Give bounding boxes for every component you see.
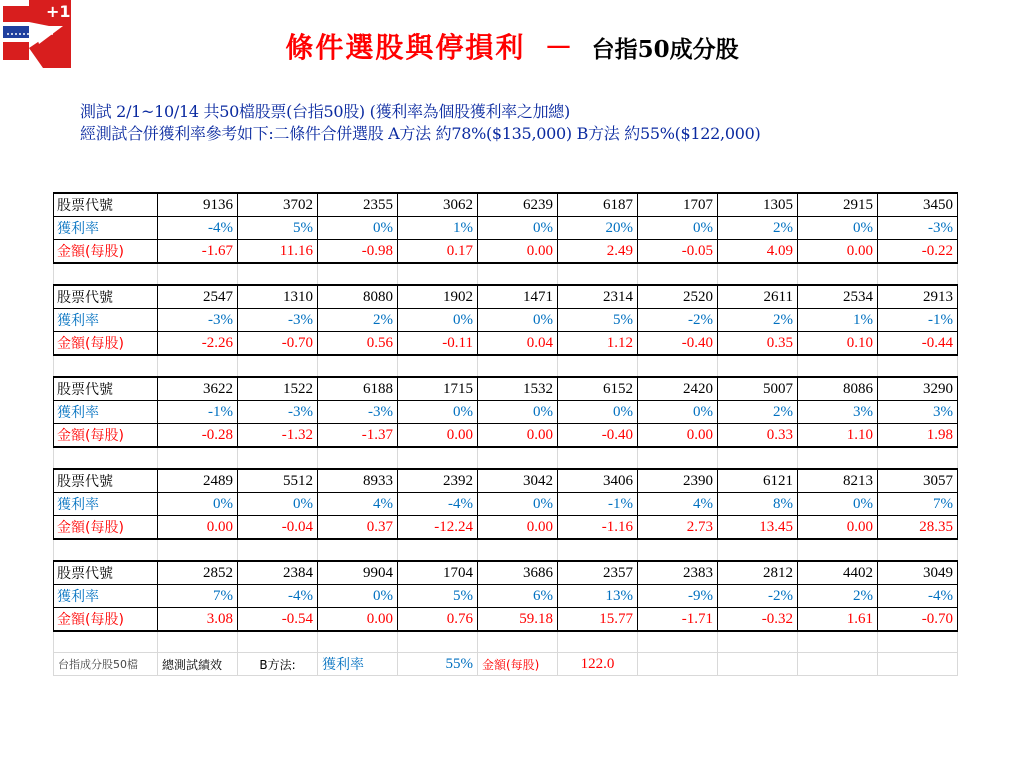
empty-cell <box>318 631 398 653</box>
amount-per-share-cell: -12.24 <box>398 516 478 540</box>
amount-per-share-row <box>54 332 958 356</box>
amount-per-share-cell: 0.00 <box>478 424 558 448</box>
amount-per-share-cell: -1.67 <box>158 240 238 264</box>
profit-rate-row <box>54 493 958 516</box>
empty-cell <box>398 539 478 561</box>
profit-rate-row <box>54 309 958 332</box>
description-line-1: 測試 2/1~10/14 共50檔股票(台指50股) (獲利率為個股獲利率之加總) <box>80 102 570 121</box>
stock-code-cell: 2384 <box>238 561 318 585</box>
amount-per-share-cell: -0.70 <box>238 332 318 356</box>
profit-rate-label: 獲利率 <box>54 217 158 240</box>
summary-rate-value: 55% <box>398 653 478 676</box>
profit-rate-cell: 0% <box>478 309 558 332</box>
page-title <box>0 26 1024 66</box>
stock-code-cell: 8080 <box>318 285 398 309</box>
stock-code-label: 股票代號 <box>54 285 158 309</box>
empty-cell <box>318 447 398 469</box>
amount-per-share-label: 金額(每股) <box>54 424 158 448</box>
empty-cell <box>238 631 318 653</box>
amount-per-share-cell: 1.10 <box>798 424 878 448</box>
amount-per-share-cell: 0.33 <box>718 424 798 448</box>
empty-cell <box>398 263 478 285</box>
stock-code-cell: 2913 <box>878 285 958 309</box>
summary-rate-label: 獲利率 <box>318 653 398 676</box>
profit-rate-cell: 0% <box>318 217 398 240</box>
summary-group: 台指成分股50檔 <box>54 653 158 676</box>
empty-cell <box>798 263 878 285</box>
amount-per-share-cell: -0.05 <box>638 240 718 264</box>
profit-rate-cell: 0% <box>798 217 878 240</box>
stock-code-cell: 1310 <box>238 285 318 309</box>
stock-code-cell: 4402 <box>798 561 878 585</box>
empty-cell <box>878 355 958 377</box>
amount-per-share-cell: 0.37 <box>318 516 398 540</box>
stock-code-cell: 2812 <box>718 561 798 585</box>
amount-per-share-cell: 0.17 <box>398 240 478 264</box>
profit-rate-cell: -2% <box>638 309 718 332</box>
profit-rate-cell: 20% <box>558 217 638 240</box>
stock-code-cell: 3450 <box>878 193 958 217</box>
empty-cell <box>54 631 158 653</box>
empty-cell <box>638 539 718 561</box>
empty-cell <box>878 263 958 285</box>
stock-code-label: 股票代號 <box>54 377 158 401</box>
stock-code-cell: 9904 <box>318 561 398 585</box>
stock-code-row <box>54 469 958 493</box>
empty-cell <box>638 447 718 469</box>
amount-per-share-cell: -0.11 <box>398 332 478 356</box>
amount-per-share-cell: 0.00 <box>478 516 558 540</box>
description-line-2: 經測試合併獲利率參考如下:二條件合併選股 A方法 約78%($135,000) B方法 約55%($122,000) <box>80 124 761 143</box>
spacer-row <box>54 355 958 377</box>
amount-per-share-row <box>54 240 958 264</box>
empty-cell <box>718 263 798 285</box>
amount-per-share-label: 金額(每股) <box>54 608 158 632</box>
stock-code-label: 股票代號 <box>54 561 158 585</box>
profit-rate-cell: 13% <box>558 585 638 608</box>
stock-code-cell: 1707 <box>638 193 718 217</box>
empty-cell <box>638 631 718 653</box>
summary-amount-label: 金額(每股) <box>478 653 558 676</box>
stock-code-row <box>54 285 958 309</box>
amount-per-share-cell: 4.09 <box>718 240 798 264</box>
empty-cell <box>478 447 558 469</box>
amount-per-share-cell: -2.26 <box>158 332 238 356</box>
profit-rate-label: 獲利率 <box>54 309 158 332</box>
profit-rate-cell: -1% <box>558 493 638 516</box>
amount-per-share-cell: 0.00 <box>318 608 398 632</box>
profit-rate-cell: 1% <box>798 309 878 332</box>
empty-cell <box>798 631 878 653</box>
profit-rate-cell: 0% <box>478 217 558 240</box>
amount-per-share-cell: 0.76 <box>398 608 478 632</box>
empty-cell <box>398 447 478 469</box>
empty-cell <box>878 447 958 469</box>
amount-per-share-cell: -0.22 <box>878 240 958 264</box>
amount-per-share-cell: 0.56 <box>318 332 398 356</box>
summary-row <box>54 653 958 676</box>
profit-rate-cell: 0% <box>238 493 318 516</box>
empty-cell <box>238 263 318 285</box>
spacer-row <box>54 539 958 561</box>
empty-cell <box>718 355 798 377</box>
empty-cell <box>318 539 398 561</box>
stock-code-cell: 2357 <box>558 561 638 585</box>
empty-cell <box>318 355 398 377</box>
stock-code-label: 股票代號 <box>54 193 158 217</box>
stock-code-cell: 3049 <box>878 561 958 585</box>
empty-cell <box>798 447 878 469</box>
amount-per-share-cell: -0.28 <box>158 424 238 448</box>
empty-cell <box>798 653 878 676</box>
profit-rate-cell: 2% <box>718 217 798 240</box>
stock-code-cell: 8213 <box>798 469 878 493</box>
empty-cell <box>478 355 558 377</box>
amount-per-share-cell: -0.44 <box>878 332 958 356</box>
stock-code-cell: 1532 <box>478 377 558 401</box>
amount-per-share-cell: 2.73 <box>638 516 718 540</box>
stock-code-cell: 6188 <box>318 377 398 401</box>
empty-cell <box>798 539 878 561</box>
profit-rate-cell: 2% <box>718 309 798 332</box>
profit-rate-cell: -3% <box>158 309 238 332</box>
empty-cell <box>878 539 958 561</box>
profit-rate-cell: 0% <box>398 401 478 424</box>
stock-code-cell: 3622 <box>158 377 238 401</box>
amount-per-share-cell: 1.12 <box>558 332 638 356</box>
title-dash: － <box>544 31 573 64</box>
empty-cell <box>478 631 558 653</box>
profit-rate-cell: -1% <box>158 401 238 424</box>
profit-rate-cell: -2% <box>718 585 798 608</box>
stock-code-cell: 1704 <box>398 561 478 585</box>
stock-code-cell: 6187 <box>558 193 638 217</box>
amount-per-share-cell: 1.98 <box>878 424 958 448</box>
profit-rate-label: 獲利率 <box>54 401 158 424</box>
empty-cell <box>398 631 478 653</box>
stock-code-cell: 6152 <box>558 377 638 401</box>
stock-code-cell: 2314 <box>558 285 638 309</box>
empty-cell <box>718 539 798 561</box>
stock-code-cell: 2392 <box>398 469 478 493</box>
amount-per-share-cell: -0.04 <box>238 516 318 540</box>
empty-cell <box>158 539 238 561</box>
stock-code-row <box>54 377 958 401</box>
empty-cell <box>158 447 238 469</box>
empty-cell <box>54 355 158 377</box>
title-main: 條件選股與停損利 <box>285 31 526 64</box>
summary-label: 總測試績效 <box>158 653 238 676</box>
profit-rate-cell: 5% <box>238 217 318 240</box>
profit-rate-row <box>54 217 958 240</box>
amount-per-share-cell: 0.00 <box>798 516 878 540</box>
stock-code-cell: 2852 <box>158 561 238 585</box>
empty-cell <box>558 355 638 377</box>
stock-code-cell: 2420 <box>638 377 718 401</box>
empty-cell <box>398 355 478 377</box>
profit-rate-row <box>54 401 958 424</box>
empty-cell <box>558 631 638 653</box>
profit-rate-cell: 2% <box>318 309 398 332</box>
stock-code-cell: 2390 <box>638 469 718 493</box>
profit-rate-cell: 0% <box>638 401 718 424</box>
amount-per-share-label: 金額(每股) <box>54 516 158 540</box>
empty-cell <box>318 263 398 285</box>
empty-cell <box>238 355 318 377</box>
profit-rate-cell: 4% <box>638 493 718 516</box>
empty-cell <box>558 539 638 561</box>
amount-per-share-cell: 1.61 <box>798 608 878 632</box>
profit-rate-cell: 5% <box>398 585 478 608</box>
stock-code-cell: 3686 <box>478 561 558 585</box>
amount-per-share-cell: 0.00 <box>478 240 558 264</box>
stock-results-table <box>53 192 958 676</box>
empty-cell <box>798 355 878 377</box>
description <box>80 101 760 145</box>
profit-rate-cell: 6% <box>478 585 558 608</box>
empty-cell <box>158 263 238 285</box>
empty-cell <box>718 447 798 469</box>
empty-cell <box>54 539 158 561</box>
empty-cell <box>558 447 638 469</box>
stock-code-cell: 3290 <box>878 377 958 401</box>
profit-rate-cell: 0% <box>558 401 638 424</box>
profit-rate-cell: 8% <box>718 493 798 516</box>
amount-per-share-cell: 0.00 <box>798 240 878 264</box>
svg-text:+1: +1 <box>46 2 71 21</box>
stock-code-cell: 1305 <box>718 193 798 217</box>
profit-rate-cell: -4% <box>238 585 318 608</box>
stock-code-cell: 3057 <box>878 469 958 493</box>
spacer-row <box>54 263 958 285</box>
profit-rate-cell: 0% <box>158 493 238 516</box>
profit-rate-cell: 5% <box>558 309 638 332</box>
empty-cell <box>478 539 558 561</box>
amount-per-share-cell: 15.77 <box>558 608 638 632</box>
empty-cell <box>718 653 798 676</box>
amount-per-share-cell: 11.16 <box>238 240 318 264</box>
amount-per-share-cell: 0.04 <box>478 332 558 356</box>
stock-code-cell: 8933 <box>318 469 398 493</box>
stock-code-label: 股票代號 <box>54 469 158 493</box>
stock-code-cell: 2547 <box>158 285 238 309</box>
stock-code-cell: 9136 <box>158 193 238 217</box>
amount-per-share-cell: 0.00 <box>638 424 718 448</box>
profit-rate-cell: 3% <box>798 401 878 424</box>
empty-cell <box>238 447 318 469</box>
stock-code-cell: 6239 <box>478 193 558 217</box>
profit-rate-cell: 0% <box>318 585 398 608</box>
profit-rate-cell: 0% <box>478 493 558 516</box>
amount-per-share-cell: -0.54 <box>238 608 318 632</box>
profit-rate-cell: -4% <box>398 493 478 516</box>
amount-per-share-label: 金額(每股) <box>54 332 158 356</box>
profit-rate-cell: -1% <box>878 309 958 332</box>
empty-cell <box>638 653 718 676</box>
empty-cell <box>718 631 798 653</box>
amount-per-share-cell: 2.49 <box>558 240 638 264</box>
stock-code-cell: 6121 <box>718 469 798 493</box>
profit-rate-cell: 2% <box>798 585 878 608</box>
empty-cell <box>478 263 558 285</box>
empty-cell <box>638 263 718 285</box>
profit-rate-cell: -3% <box>238 401 318 424</box>
stock-code-cell: 8086 <box>798 377 878 401</box>
spacer-row <box>54 631 958 653</box>
stock-code-cell: 1522 <box>238 377 318 401</box>
profit-rate-cell: 0% <box>398 309 478 332</box>
amount-per-share-cell: 0.00 <box>398 424 478 448</box>
amount-per-share-row <box>54 516 958 540</box>
profit-rate-cell: 7% <box>878 493 958 516</box>
stock-code-cell: 2520 <box>638 285 718 309</box>
stock-code-cell: 3042 <box>478 469 558 493</box>
amount-per-share-cell: -1.71 <box>638 608 718 632</box>
stock-code-cell: 1902 <box>398 285 478 309</box>
stock-code-cell: 5512 <box>238 469 318 493</box>
profit-rate-cell: -3% <box>878 217 958 240</box>
profit-rate-cell: -9% <box>638 585 718 608</box>
amount-per-share-cell: -0.98 <box>318 240 398 264</box>
amount-per-share-cell: -0.40 <box>558 424 638 448</box>
amount-per-share-cell: 28.35 <box>878 516 958 540</box>
title-sub: 台指50成分股 <box>591 36 739 63</box>
amount-per-share-cell: -1.16 <box>558 516 638 540</box>
amount-per-share-cell: 13.45 <box>718 516 798 540</box>
stock-code-row <box>54 561 958 585</box>
amount-per-share-cell: -1.32 <box>238 424 318 448</box>
stock-code-cell: 2611 <box>718 285 798 309</box>
summary-amount-value: 122.0 <box>558 653 638 676</box>
spacer-row <box>54 447 958 469</box>
amount-per-share-cell: -0.70 <box>878 608 958 632</box>
profit-rate-cell: 0% <box>638 217 718 240</box>
amount-per-share-cell: 0.35 <box>718 332 798 356</box>
stock-code-cell: 1471 <box>478 285 558 309</box>
stock-code-cell: 1715 <box>398 377 478 401</box>
profit-rate-cell: 2% <box>718 401 798 424</box>
summary-method: B方法: <box>238 653 318 676</box>
stock-code-cell: 5007 <box>718 377 798 401</box>
profit-rate-cell: -3% <box>238 309 318 332</box>
amount-per-share-cell: 0.00 <box>158 516 238 540</box>
stock-code-cell: 2534 <box>798 285 878 309</box>
empty-cell <box>54 263 158 285</box>
profit-rate-label: 獲利率 <box>54 585 158 608</box>
stock-code-cell: 3062 <box>398 193 478 217</box>
profit-rate-row <box>54 585 958 608</box>
profit-rate-cell: -3% <box>318 401 398 424</box>
empty-cell <box>638 355 718 377</box>
stock-code-cell: 2489 <box>158 469 238 493</box>
profit-rate-cell: -4% <box>158 217 238 240</box>
profit-rate-cell: 4% <box>318 493 398 516</box>
amount-per-share-row <box>54 608 958 632</box>
empty-cell <box>158 631 238 653</box>
amount-per-share-cell: 59.18 <box>478 608 558 632</box>
stock-code-cell: 2383 <box>638 561 718 585</box>
empty-cell <box>558 263 638 285</box>
empty-cell <box>158 355 238 377</box>
profit-rate-cell: 0% <box>798 493 878 516</box>
empty-cell <box>878 653 958 676</box>
stock-code-cell: 3702 <box>238 193 318 217</box>
amount-per-share-cell: -1.37 <box>318 424 398 448</box>
empty-cell <box>878 631 958 653</box>
amount-per-share-label: 金額(每股) <box>54 240 158 264</box>
profit-rate-label: 獲利率 <box>54 493 158 516</box>
profit-rate-cell: -4% <box>878 585 958 608</box>
stock-code-cell: 2915 <box>798 193 878 217</box>
amount-per-share-cell: -0.40 <box>638 332 718 356</box>
amount-per-share-cell: 3.08 <box>158 608 238 632</box>
empty-cell <box>238 539 318 561</box>
stock-code-cell: 2355 <box>318 193 398 217</box>
profit-rate-cell: 7% <box>158 585 238 608</box>
stock-code-row <box>54 193 958 217</box>
profit-rate-cell: 3% <box>878 401 958 424</box>
amount-per-share-row <box>54 424 958 448</box>
profit-rate-cell: 0% <box>478 401 558 424</box>
amount-per-share-cell: -0.32 <box>718 608 798 632</box>
profit-rate-cell: 1% <box>398 217 478 240</box>
stock-code-cell: 3406 <box>558 469 638 493</box>
empty-cell <box>54 447 158 469</box>
amount-per-share-cell: 0.10 <box>798 332 878 356</box>
